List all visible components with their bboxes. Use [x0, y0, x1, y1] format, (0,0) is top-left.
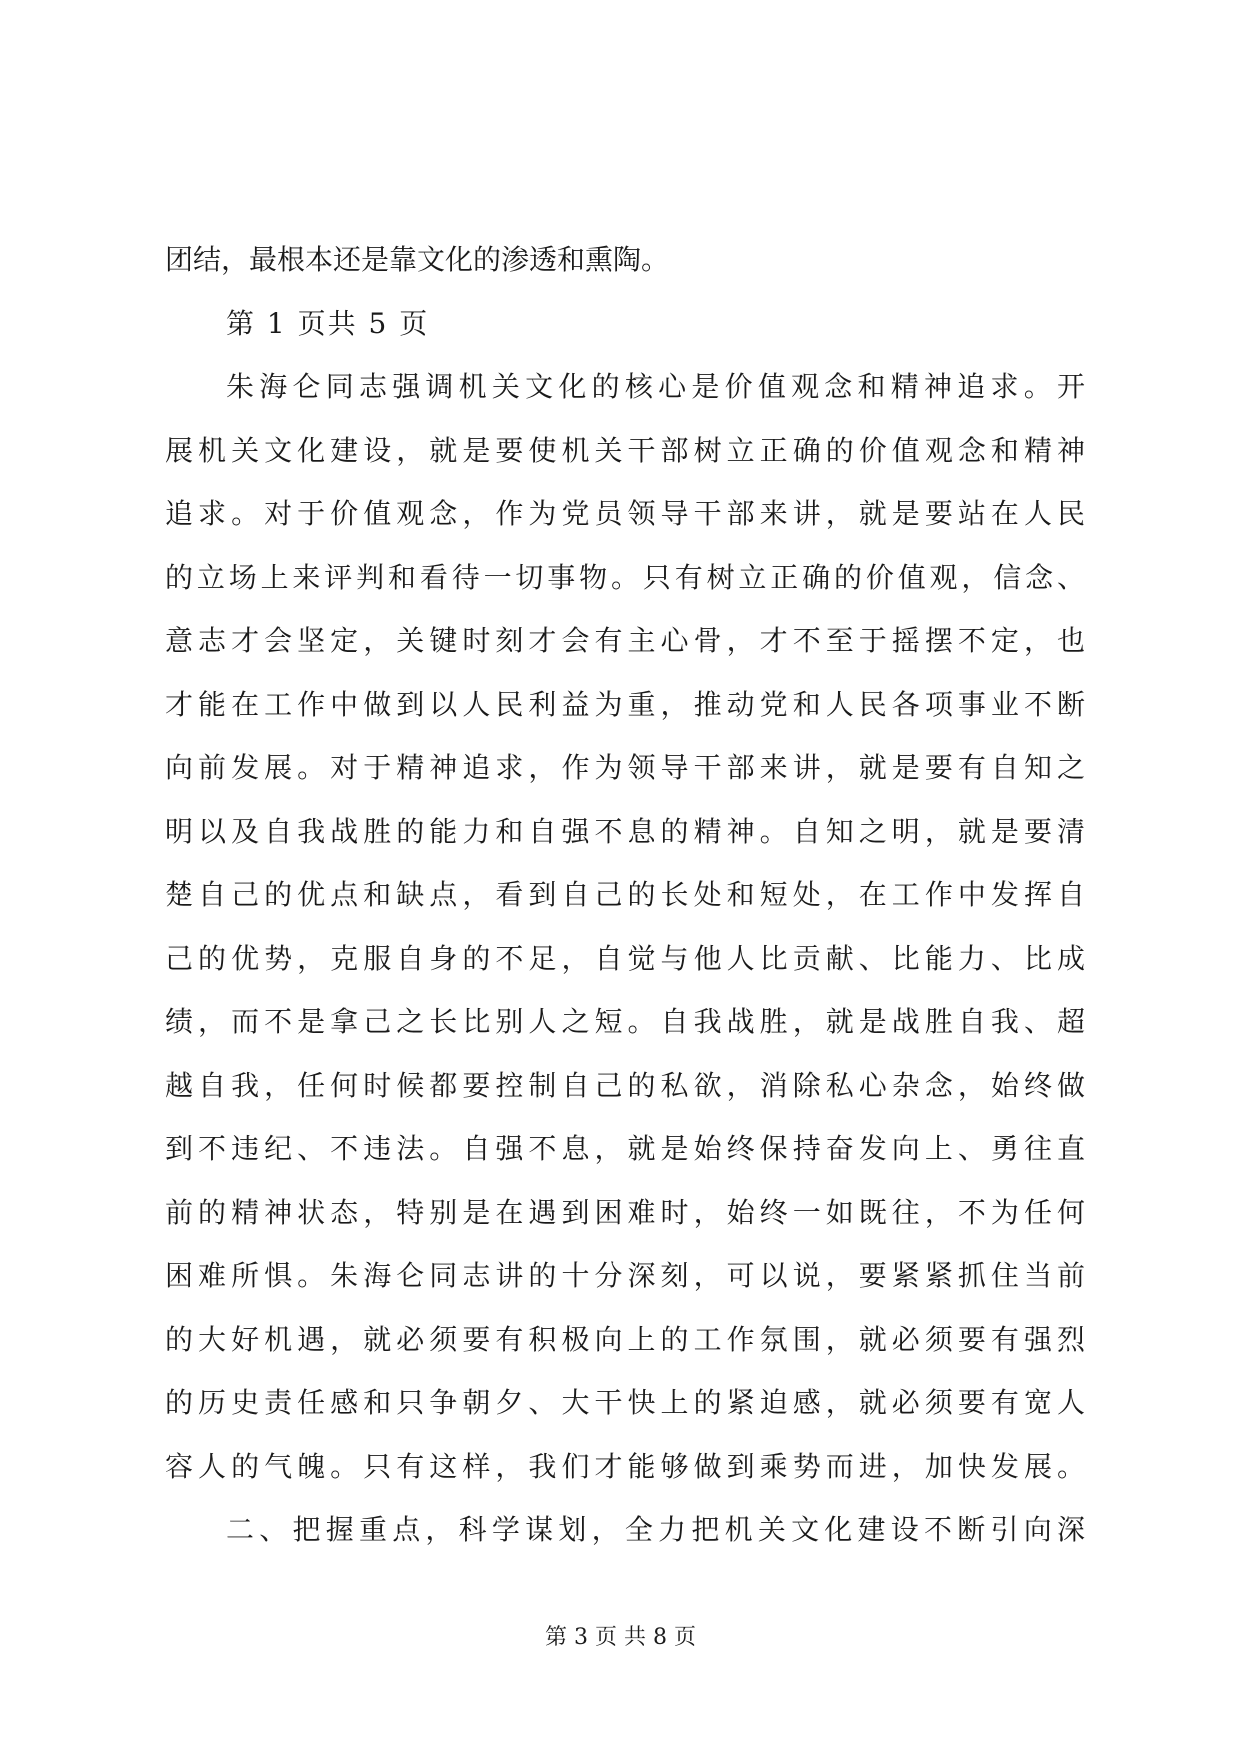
- paragraph-line: 明以及自我战胜的能力和自强不息的精神。自知之明，就是要清: [165, 814, 1085, 848]
- paragraph-line: 向前发展。对于精神追求，作为领导干部来讲，就是要有自知之: [165, 751, 1085, 784]
- paragraph-line: 的立场上来评判和看待一切事物。只有树立正确的价值观，信念、: [165, 560, 1085, 594]
- page-footer: 第 3 页 共 8 页: [545, 1625, 696, 1650]
- paragraph-line: 越自我，任何时候都要控制自己的私欲，消除私心杂念，始终做: [165, 1068, 1085, 1102]
- body-text: [165, 228, 1085, 1562]
- paragraph-line: 己的优势，克服自身的不足，自觉与他人比贡献、比能力、比成: [165, 941, 1085, 975]
- paragraph-line: 困难所惧。朱海仑同志讲的十分深刻，可以说，要紧紧抓住当前: [165, 1259, 1085, 1292]
- paragraph-line: 展机关文化建设，就是要使机关干部树立正确的价值观念和精神: [165, 433, 1085, 467]
- paragraph-line: 到不违纪、不违法。自强不息，就是始终保持奋发向上、勇往直: [165, 1132, 1085, 1165]
- paragraph-line: 绩，而不是拿己之长比别人之短。自我战胜，就是战胜自我、超: [165, 1005, 1085, 1038]
- paragraph-line: 楚自己的优点和缺点，看到自己的长处和短处，在工作中发挥自: [165, 878, 1085, 911]
- paragraph-line: 朱海仑同志强调机关文化的核心是价值观念和精神追求。开: [226, 370, 1085, 403]
- paragraph-line: 团结，最根本还是靠文化的渗透和熏陶。: [165, 243, 670, 276]
- section-heading-line: 二、把握重点，科学谋划，全力把机关文化建设不断引向深: [226, 1513, 1085, 1546]
- paragraph-line: 容人的气魄。只有这样，我们才能够做到乘势而进，加快发展。: [165, 1449, 1085, 1483]
- paragraph-line: 才能在工作中做到以人民利益为重，推动党和人民各项事业不断: [165, 687, 1085, 721]
- paragraph-line: 追求。对于价值观念，作为党员领导干部来讲，就是要站在人民: [165, 497, 1085, 530]
- paragraph-line: 前的精神状态，特别是在遇到困难时，始终一如既往，不为任何: [165, 1195, 1085, 1229]
- inline-page-marker: 第 1 页共 5 页: [226, 306, 430, 340]
- paragraph-line: 的大好机遇，就必须要有积极向上的工作氛围，就必须要有强烈: [165, 1322, 1085, 1356]
- paragraph-line: 的历史责任感和只争朝夕、大干快上的紧迫感，就必须要有宽人: [165, 1386, 1085, 1419]
- paragraph-line: 意志才会坚定，关键时刻才会有主心骨，才不至于摇摆不定，也: [165, 624, 1085, 657]
